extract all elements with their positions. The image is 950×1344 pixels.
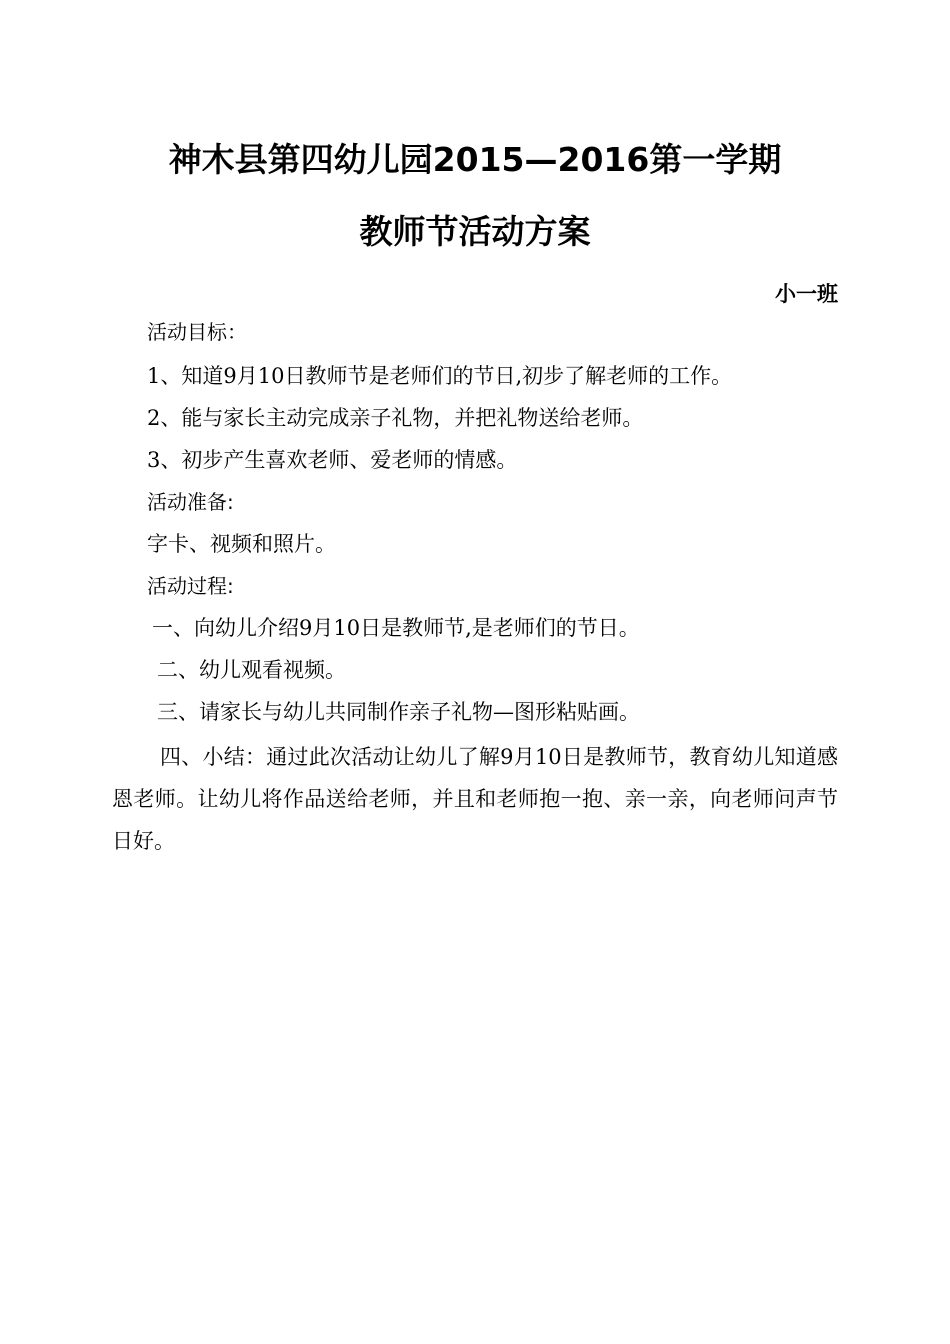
goal-item: 2、能与家长主动完成亲子礼物，并把礼物送给老师。 <box>147 406 644 430</box>
preparation-heading: 活动准备: <box>147 490 234 514</box>
document-subtitle: 教师节活动方案 <box>359 212 591 251</box>
process-step: 三、请家长与幼儿共同制作亲子礼物—图形粘贴画。 <box>157 700 640 724</box>
process-step: 一、向幼儿介绍9月10日是教师节,是老师们的节日。 <box>152 616 640 640</box>
process-summary: 四、小结：通过此次活动让幼儿了解9月10日是教师节，教育幼儿知道感恩老师。让幼儿将作品送给老师，并且和老师抱一抱、亲一亲，向老师问声节日好。 <box>112 745 838 853</box>
process-step: 二、幼儿观看视频。 <box>157 658 346 682</box>
goal-item: 1、知道9月10日教师节是老师们的节日,初步了解老师的工作。 <box>147 364 733 388</box>
goals-heading: 活动目标： <box>147 320 247 344</box>
class-name: 小一班 <box>775 282 838 306</box>
preparation-content: 字卡、视频和照片。 <box>147 532 336 556</box>
document-title: 神木县第四幼儿园2015—2016第一学期 <box>168 140 782 179</box>
goal-item: 3、初步产生喜欢老师、爱老师的情感。 <box>147 448 518 472</box>
process-heading: 活动过程: <box>147 574 234 598</box>
